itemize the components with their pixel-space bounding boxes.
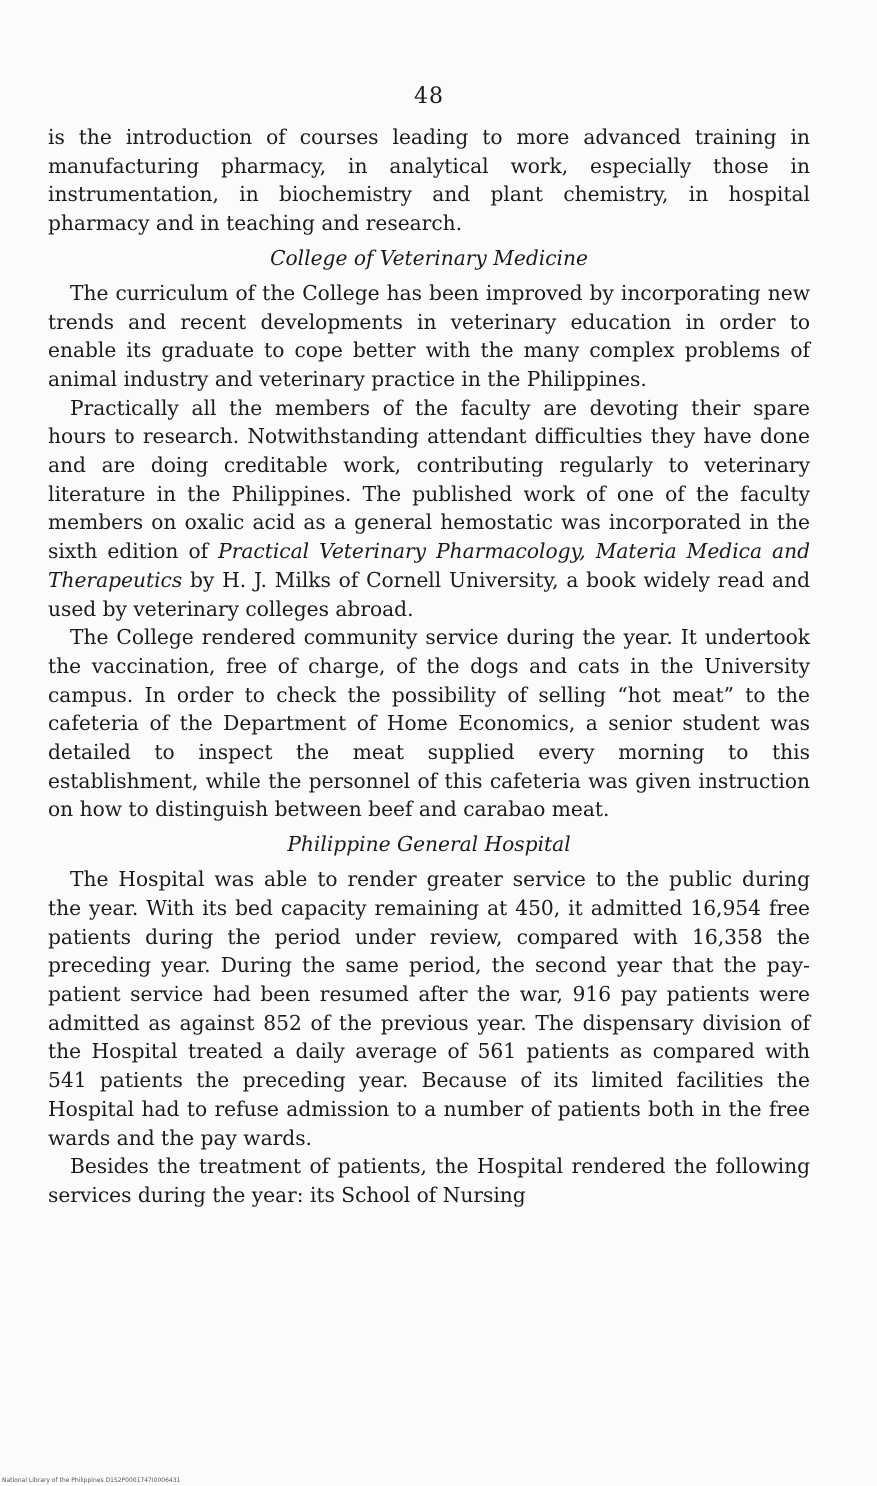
page-number: 48 (414, 84, 444, 109)
section-heading: College of Veterinary Medicine (270, 245, 588, 270)
paragraph (48, 865, 810, 1152)
paragraph (48, 1152, 810, 1209)
archive-footer: National Library of the Philippines D1S2P0001747I0006431 (2, 1477, 181, 1484)
page-body (48, 123, 810, 1210)
paragraph-text: is the introduction of courses leading to more advanced training in manufacturing pharmacy, in analytical work, especially those in instrumentation, in biochemistry and plant chemistry, in hospital pharmacy and in teaching and research. (48, 125, 810, 236)
paragraph (48, 623, 810, 824)
document-page (48, 84, 810, 1210)
paragraph (48, 123, 810, 238)
paragraph-text: by H. J. Milks of Cornell University, a book widely read and used by veterinary colleges abroad. (48, 567, 810, 621)
paragraph-text: Practically all the members of the faculty are devoting their spare hours to research. Notwithstanding attendant difficulties they have done and are doing creditable work, contributing regularly to veterinary literature in the Philippines. The published work of one of the faculty members on oxalic acid as a general hemostatic was incorporated in the sixth edition of (48, 395, 810, 564)
paragraph (48, 394, 810, 624)
paragraph-text: The College rendered community service during the year. It undertook the vaccination, free of charge, of the dogs and cats in the University campus. In order to check the possibility of selling “hot meat” to the cafeteria of the Department of Home Economics, a senior student was detailed to inspect the meat supplied every morning to this establishment, while the personnel of this cafeteria was given instruction on how to distinguish between beef and carabao meat. (48, 625, 810, 822)
paragraph-text: The Hospital was able to render greater service to the public during the year. With its bed capacity remaining at 450, it admitted 16,954 free patients during the period under review, compared with 16,358 the preceding year. During the same period, the second year that the pay-patient service had been resumed after the war, 916 pay patients were admitted as against 852 of the previous year. The dispensary division of the Hospital treated a daily average of 561 patients as compared with 541 patients the preceding year. Because of its limited facilities the Hospital had to refuse admission to a number of patients both in the free wards and the pay wards. (48, 867, 810, 1150)
paragraph (48, 279, 810, 394)
paragraph-text: The curriculum of the College has been improved by incorporating new trends and recent developments in veterinary education in order to enable its graduate to cope better with the many complex problems of animal industry and veterinary practice in the Philippines. (48, 280, 810, 391)
book-title: Practical Veterinary Pharmacology, Materia Medica and Therapeutics (48, 539, 810, 592)
paragraph-text: Besides the treatment of patients, the Hospital rendered the following services during the year: its School of Nursing (48, 1154, 810, 1207)
section-heading: Philippine General Hospital (287, 832, 571, 857)
